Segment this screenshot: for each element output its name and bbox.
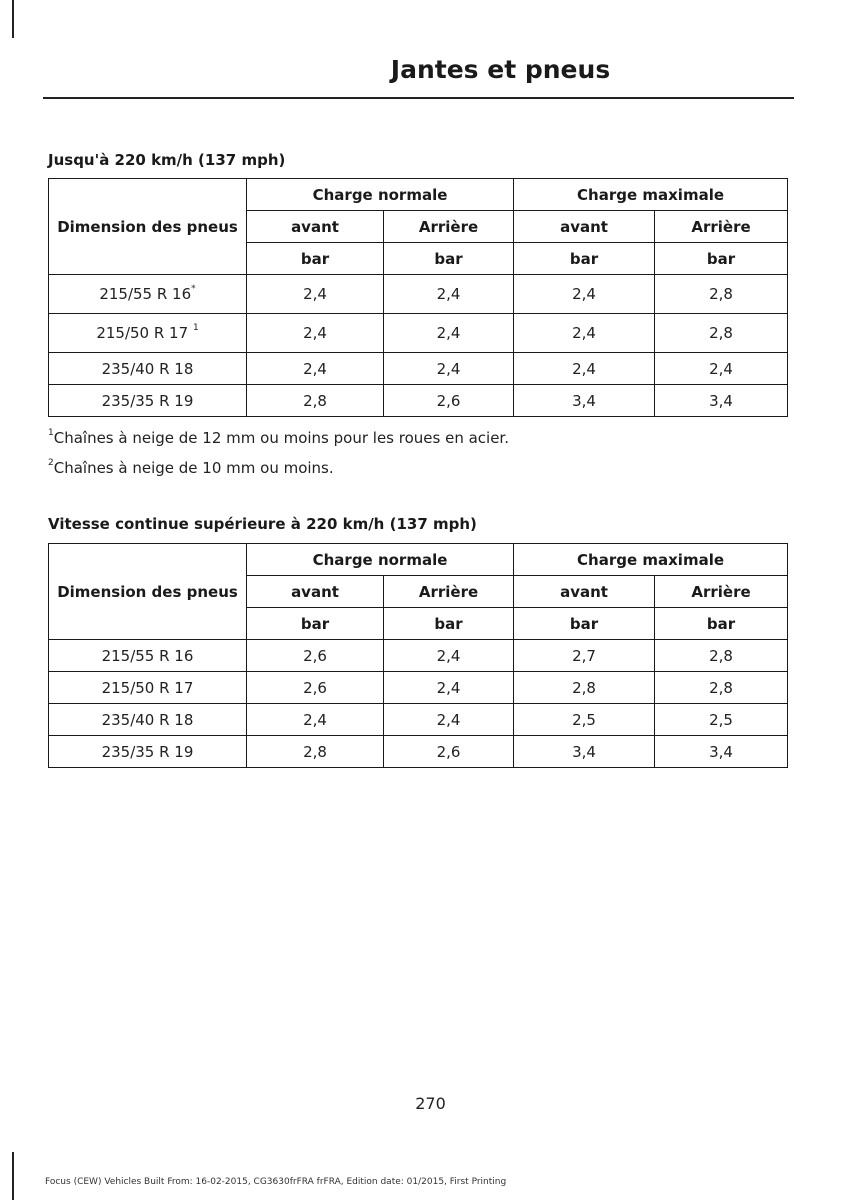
value-cell: 3,4 — [655, 736, 788, 768]
value-cell: 2,8 — [514, 672, 655, 704]
tire-size: 235/35 R 19 — [49, 736, 247, 768]
col-dimension-header: Dimension des pneus — [49, 179, 247, 275]
table-row — [49, 736, 788, 768]
table-row — [49, 704, 788, 736]
value-cell: 2,4 — [247, 275, 384, 314]
footnote-mark: 1 — [192, 323, 199, 333]
unit-bar: bar — [384, 243, 514, 275]
header-avant: avant — [247, 576, 384, 608]
tire-size: 235/40 R 18 — [49, 704, 247, 736]
value-cell: 2,4 — [247, 314, 384, 353]
table-row — [49, 314, 788, 353]
crop-mark-bottom-left — [12, 1152, 14, 1200]
tire-size: 235/35 R 19 — [49, 385, 247, 417]
header-avant: avant — [514, 576, 655, 608]
group-charge-normale: Charge normale — [247, 179, 514, 211]
tire-size: 215/55 R 16* — [49, 275, 247, 314]
value-cell: 2,4 — [247, 704, 384, 736]
unit-bar: bar — [655, 243, 788, 275]
tire-pressure-table-1 — [48, 178, 788, 417]
value-cell: 2,4 — [384, 314, 514, 353]
value-cell: 2,5 — [514, 704, 655, 736]
footnote-1: $^1$Chaînes à neige de 12 mm ou moins pour les roues en acier. — [48, 428, 509, 447]
unit-bar: bar — [247, 608, 384, 640]
group-charge-normale: Charge normale — [247, 544, 514, 576]
value-cell: 2,8 — [247, 736, 384, 768]
header-arriere: Arrière — [384, 211, 514, 243]
col-dimension-header: Dimension des pneus — [49, 544, 247, 640]
value-cell: 2,6 — [384, 736, 514, 768]
group-charge-maximale: Charge maximale — [514, 179, 788, 211]
table-row — [49, 385, 788, 417]
value-cell: 2,8 — [655, 275, 788, 314]
value-cell: 2,4 — [655, 353, 788, 385]
table-row — [49, 353, 788, 385]
page-title: Jantes et pneus — [390, 55, 611, 84]
header-arriere: Arrière — [655, 211, 788, 243]
value-cell: 2,4 — [384, 704, 514, 736]
tire-size: 215/55 R 16 — [49, 640, 247, 672]
value-cell: 2,4 — [514, 275, 655, 314]
table1-title: Jusqu'à 220 km/h (137 mph) — [48, 151, 286, 169]
value-cell: 2,4 — [384, 672, 514, 704]
tire-size: 235/40 R 18 — [49, 353, 247, 385]
value-cell: 2,6 — [247, 640, 384, 672]
value-cell: 3,4 — [514, 385, 655, 417]
value-cell: 2,6 — [384, 385, 514, 417]
footer-text: Focus (CEW) Vehicles Built From: 16-02-2015, CG3630frFRA frFRA, Edition date: 01/2015, First Printing — [45, 1177, 507, 1187]
value-cell: 2,8 — [655, 314, 788, 353]
value-cell: 3,4 — [514, 736, 655, 768]
unit-bar: bar — [655, 608, 788, 640]
value-cell: 2,7 — [514, 640, 655, 672]
value-cell: 2,8 — [655, 640, 788, 672]
tire-pressure-table-2 — [48, 543, 788, 768]
footnote-mark: * — [191, 284, 196, 294]
header-arriere: Arrière — [384, 576, 514, 608]
unit-bar: bar — [514, 243, 655, 275]
value-cell: 2,4 — [514, 353, 655, 385]
table-row — [49, 275, 788, 314]
group-charge-maximale: Charge maximale — [514, 544, 788, 576]
value-cell: 3,4 — [655, 385, 788, 417]
header-rule — [43, 97, 794, 99]
value-cell: 2,4 — [514, 314, 655, 353]
value-cell: 2,4 — [384, 275, 514, 314]
value-cell: 2,4 — [247, 353, 384, 385]
unit-bar: bar — [247, 243, 384, 275]
tire-size: 215/50 R 17 $^1$ — [49, 314, 247, 353]
page-number: 270 — [415, 1094, 446, 1113]
table-row — [49, 672, 788, 704]
value-cell: 2,8 — [247, 385, 384, 417]
unit-bar: bar — [384, 608, 514, 640]
unit-bar: bar — [514, 608, 655, 640]
header-arriere: Arrière — [655, 576, 788, 608]
header-avant: avant — [247, 211, 384, 243]
table2-title: Vitesse continue supérieure à 220 km/h (137 mph) — [48, 515, 477, 533]
value-cell: 2,4 — [384, 353, 514, 385]
value-cell: 2,5 — [655, 704, 788, 736]
value-cell: 2,4 — [384, 640, 514, 672]
table-row — [49, 640, 788, 672]
value-cell: 2,6 — [247, 672, 384, 704]
crop-mark-top-left — [12, 0, 14, 38]
tire-size: 215/50 R 17 — [49, 672, 247, 704]
header-avant: avant — [514, 211, 655, 243]
footnote-2: $^2$Chaînes à neige de 10 mm ou moins. — [48, 458, 334, 477]
value-cell: 2,8 — [655, 672, 788, 704]
